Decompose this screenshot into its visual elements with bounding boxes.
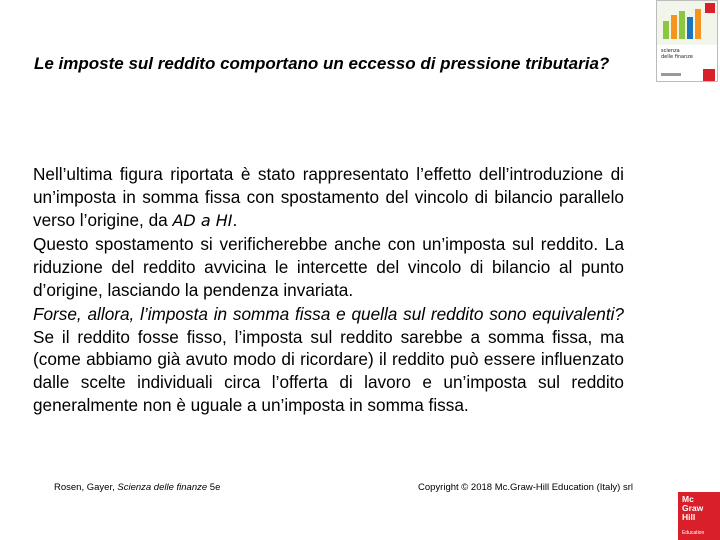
cover-bar-3 [679, 11, 685, 39]
footer-copyright: Copyright © 2018 Mc.Graw-Hill Education (Italy) srl [418, 482, 634, 493]
cover-title: scienza delle finanze [661, 48, 693, 60]
paragraph-2: Questo spostamento si verificherebbe anche con un’imposta sul reddito. La riduzione del reddito avvicina le intercette del vincolo di bilancio al punto d’origine, lasciando la pendenza invariata. [33, 234, 624, 300]
paragraph-1-emphasis: AD a HI [172, 210, 233, 230]
paragraph-3 [33, 303, 624, 417]
cover-publisher-line [661, 73, 681, 76]
cover-logo [703, 69, 715, 81]
cover-bar-5 [695, 9, 701, 39]
cover-bar-4 [687, 17, 693, 39]
cover-badge [705, 3, 715, 13]
paragraph-1 [33, 163, 624, 232]
paragraph-1-end: . [232, 209, 238, 230]
mcgraw-hill-logo: Mc Graw Hill Education [678, 492, 720, 540]
cover-art [657, 1, 718, 82]
paragraph-3-question: Forse, allora, l’imposta in somma fissa e quella sul reddito sono equivalenti? [33, 303, 624, 324]
slide-title: Le imposte sul reddito comportano un eccesso di pressione tributaria? [34, 54, 610, 73]
slide-body [33, 163, 624, 417]
paragraph-1-text: Nell’ultima figura riportata è stato rappresentato l’effetto dell’introduzione di un’imposta in somma fissa con spostamento del vincolo di bilancio parallelo verso l’origine, da [33, 164, 624, 230]
book-cover-thumbnail [656, 0, 718, 82]
footer-citation: Rosen, Gayer, Scienza delle finanze 5e [54, 482, 221, 493]
cover-bar-2 [671, 15, 677, 39]
paragraph-3-text: Se il reddito fosse fisso, l’imposta sul reddito sarebbe a somma fissa, ma (come abbiamo già avuto modo di ricordare) il reddito può essere influenzato dalle scelte individuali circa l’offerta di lavoro e un’imposta sul reddito generalmente non è uguale a un’imposta in somma fissa. [33, 326, 624, 415]
cover-bar-1 [663, 21, 669, 39]
